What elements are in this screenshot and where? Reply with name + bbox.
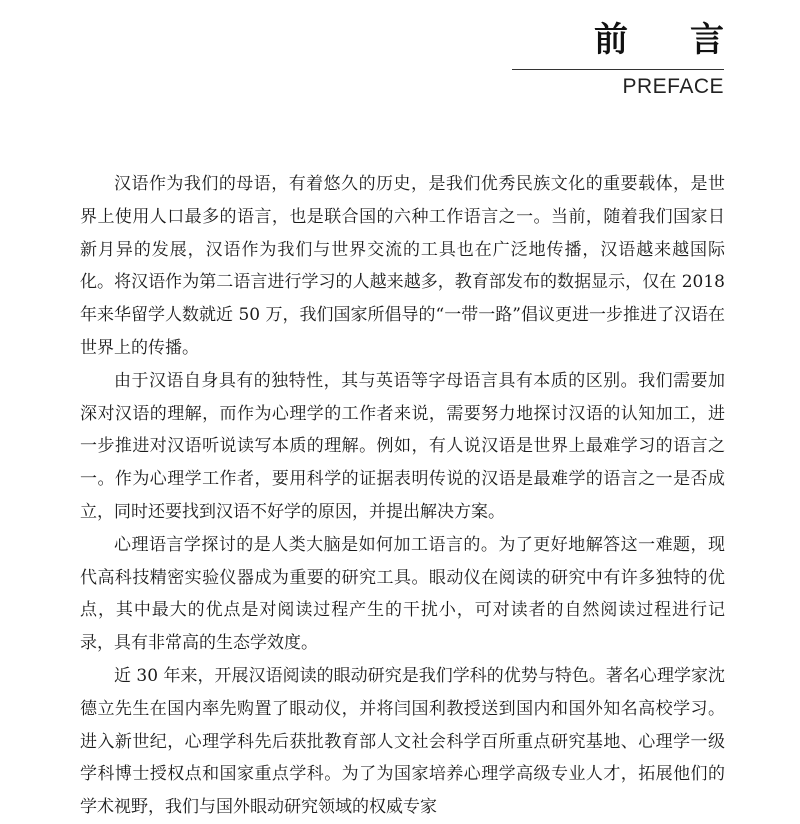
paragraph-4: 近 30 年来，开展汉语阅读的眼动研究是我们学科的优势与特色。著名心理学家沈德立先生在国内率先购置了眼动仪，并将闫国利教授送到国内和国外知名高校学习。进入新世纪，心理学科先后获批教育部人文社会科学百所重点研究基地、心理学一级学科博士授权点和国家重点学科。为了为国家培养心理学高级专业人才，拓展他们的学术视野，我们与国外眼动研究领域的权威专家 xyxy=(80,665,725,818)
title-char-2: 言 xyxy=(690,20,724,60)
title-divider xyxy=(512,69,724,70)
paragraph-3: 心理语言学探讨的是人类大脑是如何加工语言的。为了更好地解答这一难题，现代高科技精密实验仪器成为重要的研究工具。眼动仪在阅读的研究中有许多独特的优点，其中最大的优点是对阅读过程产生的干扰小，可对读者的自然阅读过程进行记录，具有非常高的生态学效度。 xyxy=(80,534,725,654)
paragraph-2: 由于汉语自身具有的独特性，其与英语等字母语言具有本质的区别。我们需要加深对汉语的理解，而作为心理学的工作者来说，需要努力地探讨汉语的认知加工，进一步推进对汉语听说读写本质的理解。例如，有人说汉语是世界上最难学习的语言之一。作为心理学工作者，要用科学的证据表明传说的汉语是最难学的语言之一是否成立，同时还要找到汉语不好学的原因，并提出解决方案。 xyxy=(80,370,725,522)
page-subtitle: PREFACE xyxy=(622,75,724,98)
page-heading xyxy=(512,14,724,101)
title-char-1: 前 xyxy=(594,20,628,60)
page-title xyxy=(512,14,724,66)
body-text xyxy=(80,168,725,824)
paragraph-1: 汉语作为我们的母语，有着悠久的历史，是我们优秀民族文化的重要载体，是世界上使用人口最多的语言，也是联合国的六种工作语言之一。当前，随着我们国家日新月异的发展，汉语作为我们与世界交流的工具也在广泛地传播，汉语越来越国际化。将汉语作为第二语言进行学习的人越来越多，教育部发布的数据显示，仅在 2018 年来华留学人数就近 50 万，我们国家所倡导的“一带一路”倡议更进一步推进了汉语在世界上的传播。 xyxy=(80,174,725,358)
